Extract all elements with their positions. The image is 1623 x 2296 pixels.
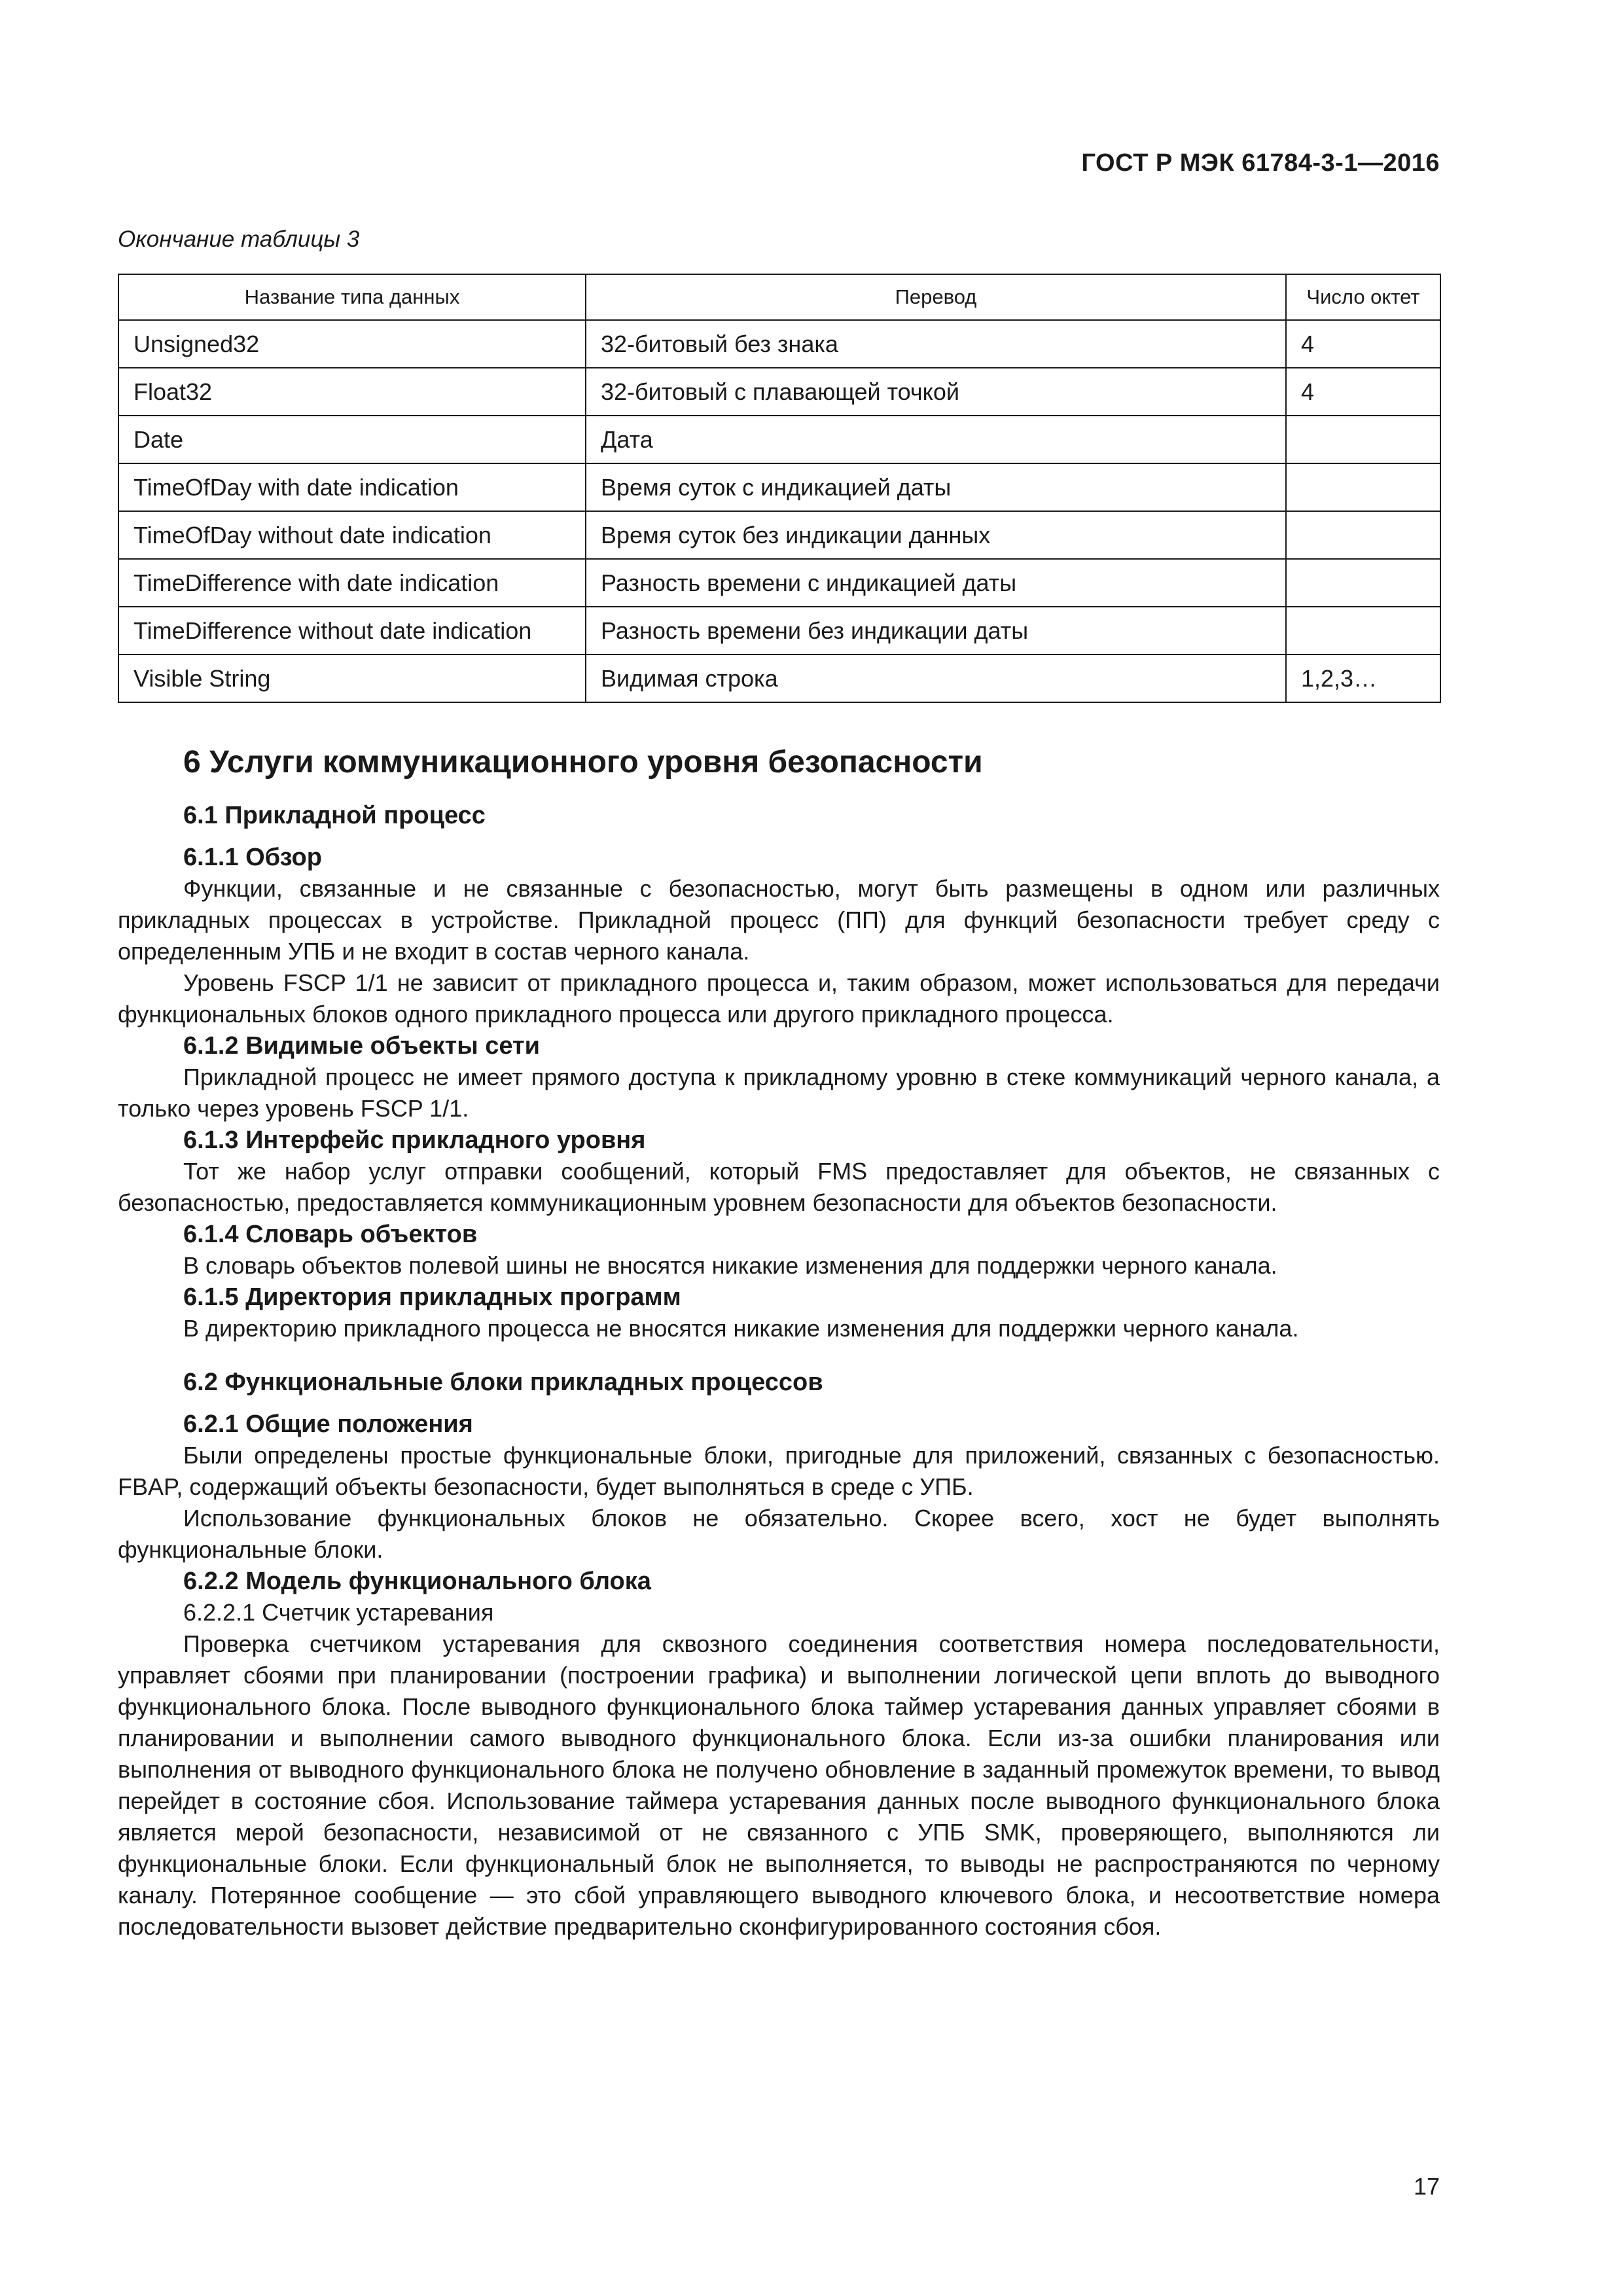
paragraph: Уровень FSCP 1/1 не зависит от прикладного процесса и, таким образом, может использоваться для передачи функциональных блоков одного прикладного процесса или другого прикладного процесса.: [118, 969, 1440, 1028]
column-header-translation: Перевод: [586, 274, 1286, 320]
cell-type-name: TimeDifference with date indication: [118, 559, 586, 607]
paragraph: В словарь объектов полевой шины не вносятся никакие изменения для поддержки черного канала.: [183, 1252, 1277, 1279]
cell-octets: [1286, 463, 1440, 511]
document-page: [118, 0, 1440, 2296]
table-row: [118, 559, 1440, 607]
paragraph: Проверка счетчиком устаревания для сквозного соединения соответствия номера последовательности, управляет сбоями при планировании (построении графика) и выполнении логической цепи вплоть до выводного функционального блока. После выводного функционального блока таймер устаревания данных управляет сбоями в планировании и выполнении самого выводного функционального блока. Если из-за ошибки планирования или выполнения от выводного функционального блока не получено обновление в заданный промежуток времени, то вывод перейдет в состояние сбоя. Использование таймера устаревания данных после выводного функционального блока является мерой безопасности, независимой от не связанного с УПБ SMK, проверяющего, выполняются ли функциональные блоки. Если функциональный блок не выполняется, то выводы не распространяются по черному каналу. Потерянное сообщение — это сбой управляющего выводного ключевого блока, и несоответствие номера последовательности вызовет действие предварительно сконфигурированного состояния сбоя.: [118, 1630, 1440, 1940]
cell-type-name: Unsigned32: [118, 320, 586, 368]
cell-translation: Время суток без индикации данных: [586, 511, 1286, 559]
table-caption: Окончание таблицы 3: [118, 226, 360, 252]
paragraph: Функции, связанные и не связанные с безопасностью, могут быть размещены в одном или различных прикладных процессах в устройстве. Прикладной процесс (ПП) для функций безопасности требует среду с определенным УПБ и не входит в состав черного канала.: [118, 875, 1440, 965]
document-body: [118, 740, 1440, 1943]
paragraph: В директорию прикладного процесса не вносятся никакие изменения для поддержки черного канала.: [183, 1315, 1299, 1342]
paragraph: Тот же набор услуг отправки сообщений, который FMS предоставляет для объектов, не связанных с безопасностью, предоставляется коммуникационным уровнем безопасности для объектов безопасности.: [118, 1158, 1440, 1216]
section-heading-6-1-3: 6.1.3 Интерфейс прикладного уровня: [183, 1126, 646, 1154]
data-types-table: [118, 274, 1441, 703]
cell-translation: 32-битовый с плавающей точкой: [586, 368, 1286, 416]
cell-translation: Время суток с индикацией даты: [586, 463, 1286, 511]
cell-type-name: Visible String: [118, 655, 586, 702]
column-header-type-name: Название типа данных: [118, 274, 586, 320]
cell-type-name: TimeDifference without date indication: [118, 607, 586, 655]
cell-octets: [1286, 511, 1440, 559]
cell-octets: [1286, 559, 1440, 607]
cell-type-name: Float32: [118, 368, 586, 416]
table-row: [118, 655, 1440, 702]
table-row: [118, 463, 1440, 511]
cell-octets: [1286, 416, 1440, 463]
cell-octets: [1286, 607, 1440, 655]
table-row: [118, 511, 1440, 559]
cell-type-name: Date: [118, 416, 586, 463]
cell-type-name: TimeOfDay without date indication: [118, 511, 586, 559]
cell-octets: 1,2,3…: [1286, 655, 1440, 702]
cell-translation: 32-битовый без знака: [586, 320, 1286, 368]
column-header-octets: Число октет: [1286, 274, 1440, 320]
cell-translation: Разность времени с индикацией даты: [586, 559, 1286, 607]
paragraph: Были определены простые функциональные блоки, пригодные для приложений, связанных с безопасностью. FBAP, содержащий объекты безопасности, будет выполняться в среде с УПБ.: [118, 1442, 1440, 1500]
section-heading-6-1-2: 6.1.2 Видимые объекты сети: [183, 1032, 541, 1060]
cell-octets: 4: [1286, 320, 1440, 368]
section-heading-6-1-5: 6.1.5 Директория прикладных программ: [183, 1283, 681, 1311]
page-number: 17: [1413, 2173, 1440, 2200]
document-code: ГОСТ Р МЭК 61784-3-1—2016: [1081, 149, 1440, 177]
cell-translation: Разность времени без индикации даты: [586, 607, 1286, 655]
paragraph: Прикладной процесс не имеет прямого доступа к прикладному уровню в стеке коммуникаций черного канала, а только через уровень FSCP 1/1.: [118, 1064, 1440, 1122]
cell-translation: Видимая строка: [586, 655, 1286, 702]
table-header-row: [118, 274, 1440, 320]
table-row: [118, 416, 1440, 463]
section-heading-6-1-1: 6.1.1 Обзор: [183, 844, 322, 871]
table-row: [118, 320, 1440, 368]
paragraph: Использование функциональных блоков не обязательно. Скорее всего, хост не будет выполнять функциональные блоки.: [118, 1505, 1440, 1563]
table-row: [118, 607, 1440, 655]
table-row: [118, 368, 1440, 416]
section-heading-6: 6 Услуги коммуникационного уровня безопасности: [183, 745, 983, 780]
cell-type-name: TimeOfDay with date indication: [118, 463, 586, 511]
section-heading-6-1: 6.1 Прикладной процесс: [183, 802, 486, 829]
section-heading-6-1-4: 6.1.4 Словарь объектов: [183, 1221, 478, 1248]
section-heading-6-2: 6.2 Функциональные блоки прикладных процессов: [183, 1369, 823, 1396]
cell-translation: Дата: [586, 416, 1286, 463]
section-heading-6-2-2-1: 6.2.2.1 Счетчик устаревания: [183, 1599, 494, 1626]
section-heading-6-2-1: 6.2.1 Общие положения: [183, 1410, 473, 1438]
cell-octets: 4: [1286, 368, 1440, 416]
section-heading-6-2-2: 6.2.2 Модель функционального блока: [183, 1568, 651, 1595]
